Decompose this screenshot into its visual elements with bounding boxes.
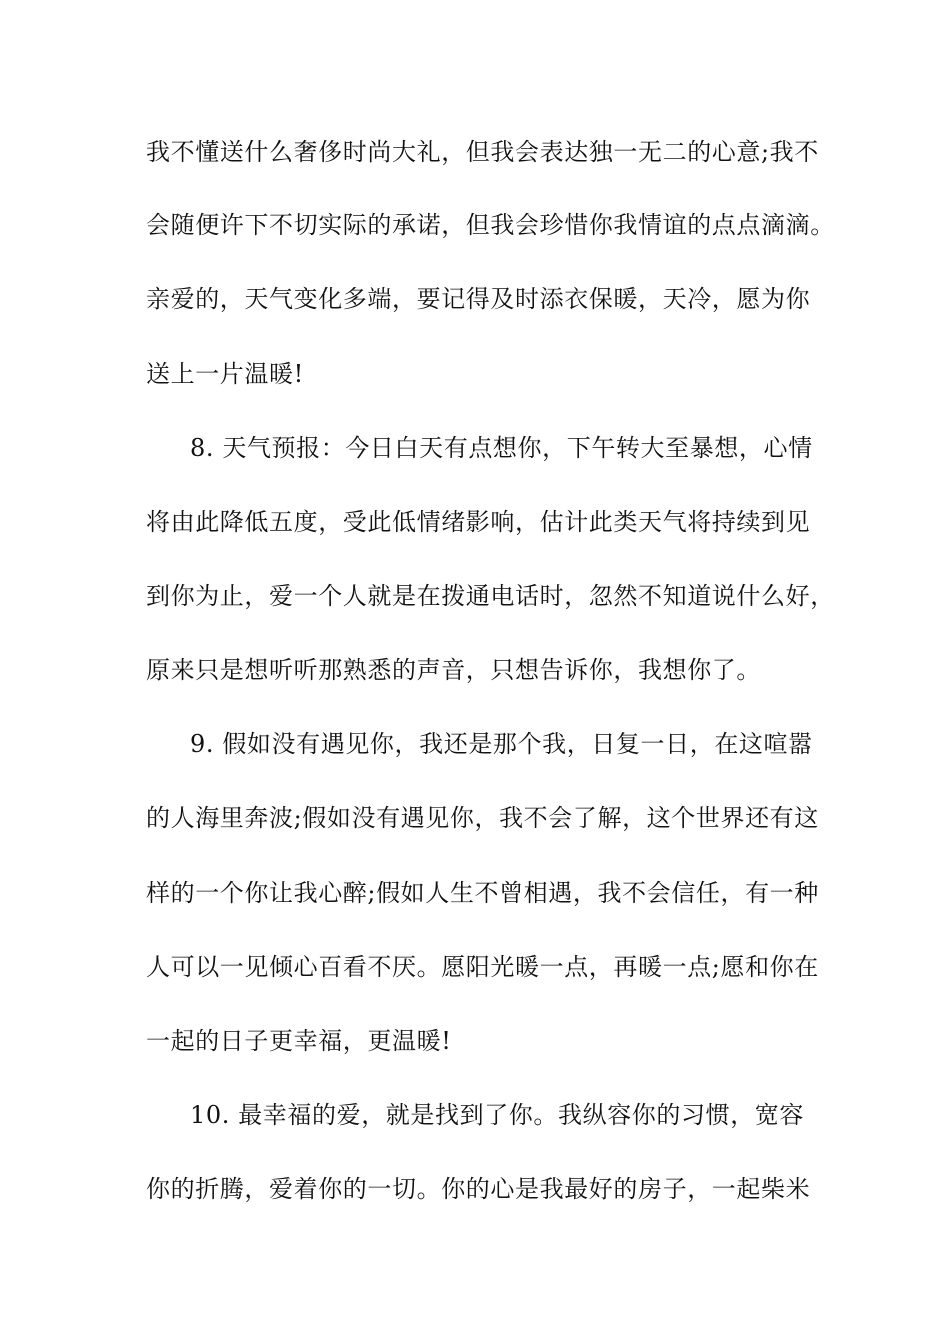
text-line: 原来只是想听听那熟悉的声音，只想告诉你，我想你了。 [146,656,761,684]
text-line: 将由此降低五度，受此低情绪影响，估计此类天气将持续到见 [146,508,811,536]
text-line: 亲爱的，天气变化多端，要记得及时添衣保暖，天冷，愿为你 [146,285,811,313]
text-line: 人可以一见倾心百看不厌。愿阳光暖一点，再暖一点;愿和你在 [146,953,819,981]
text-line: 一起的日子更幸福，更温暖! [146,1027,452,1055]
text-line: 样的一个你让我心醉;假如人生不曾相遇，我不会信任，有一种 [146,879,819,907]
paragraph-9-start: 9. 假如没有遇见你，我还是那个我，日复一日，在这喧嚣 [190,730,813,758]
paragraph-8-start: 8. 天气预报：今日白天有点想你，下午转大至暴想，心情 [190,434,813,462]
text-line: 到你为止，爱一个人就是在拨通电话时，忽然不知道说什么好， [146,582,835,610]
text-line: 我不懂送什么奢侈时尚大礼，但我会表达独一无二的心意;我不 [146,138,819,166]
paragraph-10-start: 10. 最幸福的爱，就是找到了你。我纵容你的习惯，宽容 [190,1101,804,1129]
text-line: 送上一片温暖! [146,360,304,388]
text-line: 你的折腾，爱着你的一切。你的心是我最好的房子，一起柴米 [146,1175,811,1203]
text-line: 会随便许下不切实际的承诺，但我会珍惜你我情谊的点点滴滴。 [146,211,835,239]
text-line: 的人海里奔波;假如没有遇见你，我不会了解，这个世界还有这 [146,804,819,832]
